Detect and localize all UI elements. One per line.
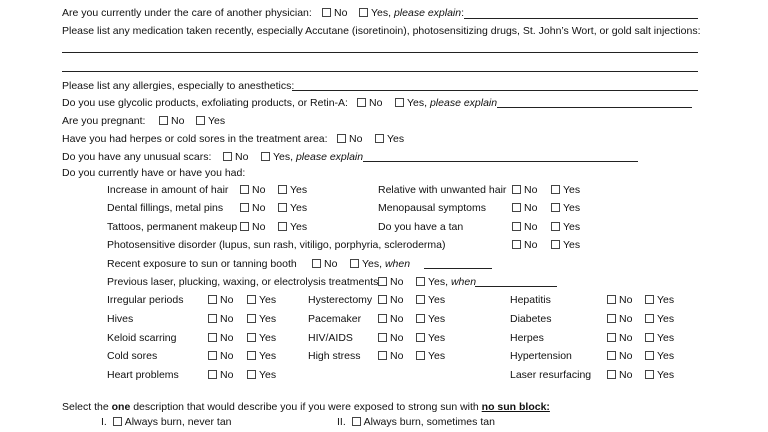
checkbox-icon[interactable] — [350, 259, 359, 268]
checkbox-icon[interactable] — [607, 295, 616, 304]
checkbox-icon[interactable] — [607, 333, 616, 342]
scars-no-option[interactable]: No — [223, 151, 248, 163]
cond-irregular-periods-label: Irregular periods — [107, 294, 184, 306]
checkbox-icon[interactable] — [551, 240, 560, 249]
cond-hiv-no[interactable]: No — [378, 332, 403, 344]
checkbox-icon[interactable] — [278, 185, 287, 194]
checkbox-icon[interactable] — [247, 314, 256, 323]
cond-previous-laser-yes[interactable]: Yes, when — [416, 276, 476, 288]
conditions-question: Do you currently have or have you had: — [62, 167, 246, 179]
cond-pacemaker-label: Pacemaker — [308, 313, 362, 325]
scars-question: Do you have any unusual scars: — [62, 151, 212, 163]
cond-sun-exposure-label: Recent exposure to sun or tanning booth — [107, 258, 297, 270]
cond-hiv-label: HIV/AIDS — [308, 332, 353, 344]
sun-exposure-when-line[interactable] — [424, 268, 492, 269]
cond-pacemaker-no[interactable]: No — [378, 313, 403, 325]
cond-diabetes-yes[interactable]: Yes — [645, 313, 674, 325]
allergies-question: Please list any allergies, especially to anesthetics: — [62, 80, 295, 92]
sun-option-2[interactable]: II. Always burn, sometimes tan — [337, 416, 495, 428]
checkbox-icon[interactable] — [208, 295, 217, 304]
checkbox-icon[interactable] — [551, 185, 560, 194]
cond-herpes-no[interactable]: No — [607, 332, 632, 344]
checkbox-icon[interactable] — [607, 351, 616, 360]
cond-dental-label: Dental fillings, metal pins — [107, 202, 224, 214]
cond-photosensitive-label: Photosensitive disorder (lupus, sun rash, vitiligo, porphyria, scleroderma) — [107, 239, 446, 251]
checkbox-icon[interactable] — [645, 370, 654, 379]
checkbox-icon[interactable] — [512, 222, 521, 231]
checkbox-icon[interactable] — [278, 203, 287, 212]
checkbox-icon[interactable] — [247, 370, 256, 379]
cond-laser-resurfacing-yes[interactable]: Yes — [645, 369, 674, 381]
checkbox-icon[interactable] — [378, 314, 387, 323]
cond-high-stress-label: High stress — [308, 350, 361, 362]
cond-hysterectomy-no[interactable]: No — [378, 294, 403, 306]
cond-cold-sores-label: Cold sores — [107, 350, 158, 362]
checkbox-icon[interactable] — [375, 134, 384, 143]
checkbox-icon[interactable] — [208, 351, 217, 360]
checkbox-icon[interactable] — [208, 370, 217, 379]
cond-hysterectomy-label: Hysterectomy — [308, 294, 373, 306]
checkbox-icon[interactable] — [607, 314, 616, 323]
checkbox-icon[interactable] — [551, 203, 560, 212]
cond-hysterectomy-yes[interactable]: Yes — [416, 294, 445, 306]
cond-pacemaker-yes[interactable]: Yes — [416, 313, 445, 325]
cond-photosensitive-no[interactable]: No — [512, 239, 537, 251]
checkbox-icon[interactable] — [416, 351, 425, 360]
cond-diabetes-label: Diabetes — [510, 313, 552, 325]
cond-previous-laser-label: Previous laser, plucking, waxing, or electrolysis treatments — [107, 276, 379, 288]
cond-increase-hair-label: Increase in amount of hair — [107, 184, 229, 196]
checkbox-icon[interactable] — [113, 417, 122, 426]
glycolic-yes-option[interactable]: Yes, please explain — [395, 97, 497, 109]
checkbox-icon[interactable] — [322, 8, 331, 17]
cond-laser-resurfacing-no[interactable]: No — [607, 369, 632, 381]
physician-row — [62, 7, 312, 19]
glycolic-no-option[interactable]: No — [357, 97, 382, 109]
checkbox-icon[interactable] — [159, 116, 168, 125]
cond-increase-hair-no[interactable]: No — [240, 184, 265, 196]
checkbox-icon[interactable] — [247, 295, 256, 304]
checkbox-icon[interactable] — [416, 314, 425, 323]
scars-yes-option[interactable]: Yes, please explain — [261, 151, 363, 163]
cond-menopausal-label: Menopausal symptoms — [378, 202, 486, 214]
cond-cold-sores-no[interactable]: No — [208, 350, 233, 362]
checkbox-icon[interactable] — [240, 185, 249, 194]
cond-hepatitis-no[interactable]: No — [607, 294, 632, 306]
cond-heart-problems-yes[interactable]: Yes — [247, 369, 276, 381]
cond-tan-no[interactable]: No — [512, 221, 537, 233]
previous-laser-when-line[interactable] — [475, 286, 557, 287]
cond-high-stress-yes[interactable]: Yes — [416, 350, 445, 362]
checkbox-icon[interactable] — [645, 351, 654, 360]
checkbox-icon[interactable] — [645, 295, 654, 304]
cond-menopausal-yes[interactable]: Yes — [551, 202, 580, 214]
cond-relative-hair-label: Relative with unwanted hair — [378, 184, 507, 196]
checkbox-icon[interactable] — [223, 152, 232, 161]
physician-yes-option[interactable]: Yes, please explain: — [359, 7, 464, 19]
herpes-yes-option[interactable]: Yes — [375, 133, 404, 145]
cond-hepatitis-label: Hepatitis — [510, 294, 551, 306]
cond-tattoos-no[interactable]: No — [240, 221, 265, 233]
cond-cold-sores-yes[interactable]: Yes — [247, 350, 276, 362]
cond-keloid-no[interactable]: No — [208, 332, 233, 344]
cond-hypertension-yes[interactable]: Yes — [645, 350, 674, 362]
cond-dental-yes[interactable]: Yes — [278, 202, 307, 214]
cond-diabetes-no[interactable]: No — [607, 313, 632, 325]
cond-relative-hair-no[interactable]: No — [512, 184, 537, 196]
pregnant-yes-option[interactable]: Yes — [196, 115, 225, 127]
checkbox-icon[interactable] — [512, 240, 521, 249]
checkbox-icon[interactable] — [240, 222, 249, 231]
cond-laser-resurfacing-label: Laser resurfacing — [510, 369, 592, 381]
checkbox-icon[interactable] — [261, 152, 270, 161]
sun-type-instruction: Select the one description that would describe you if you were exposed to strong sun with no sun block: — [62, 401, 550, 413]
checkbox-icon[interactable] — [378, 295, 387, 304]
checkbox-icon[interactable] — [645, 333, 654, 342]
checkbox-icon[interactable] — [240, 203, 249, 212]
cond-hypertension-no[interactable]: No — [607, 350, 632, 362]
cond-hiv-yes[interactable]: Yes — [416, 332, 445, 344]
checkbox-icon[interactable] — [357, 98, 366, 107]
glycolic-explain-line[interactable] — [497, 107, 692, 108]
cond-menopausal-no[interactable]: No — [512, 202, 537, 214]
physician-question: Are you currently under the care of another physician: — [62, 7, 312, 19]
checkbox-icon[interactable] — [645, 314, 654, 323]
pregnant-no-option[interactable]: No — [159, 115, 184, 127]
checkbox-icon[interactable] — [416, 295, 425, 304]
checkbox-icon[interactable] — [512, 185, 521, 194]
cond-hypertension-label: Hypertension — [510, 350, 572, 362]
cond-sun-exposure-yes[interactable]: Yes, when — [350, 258, 410, 270]
physician-no-option[interactable]: No — [322, 7, 347, 19]
checkbox-icon[interactable] — [337, 134, 346, 143]
cond-hives-yes[interactable]: Yes — [247, 313, 276, 325]
allergies-line[interactable] — [292, 90, 698, 91]
checkbox-icon[interactable] — [378, 333, 387, 342]
cond-irregular-periods-yes[interactable]: Yes — [247, 294, 276, 306]
checkbox-icon[interactable] — [378, 351, 387, 360]
checkbox-icon[interactable] — [378, 277, 387, 286]
cond-tattoos-label: Tattoos, permanent makeup — [107, 221, 238, 233]
cond-hives-no[interactable]: No — [208, 313, 233, 325]
cond-heart-problems-no[interactable]: No — [208, 369, 233, 381]
checkbox-icon[interactable] — [278, 222, 287, 231]
cond-tan-label: Do you have a tan — [378, 221, 464, 233]
cond-irregular-periods-no[interactable]: No — [208, 294, 233, 306]
cond-photosensitive-yes[interactable]: Yes — [551, 239, 580, 251]
checkbox-icon[interactable] — [352, 417, 361, 426]
checkbox-icon[interactable] — [196, 116, 205, 125]
cond-hepatitis-yes[interactable]: Yes — [645, 294, 674, 306]
medication-line-2[interactable] — [62, 71, 698, 72]
checkbox-icon[interactable] — [312, 259, 321, 268]
cond-relative-hair-yes[interactable]: Yes — [551, 184, 580, 196]
sun-option-1[interactable]: I. Always burn, never tan — [101, 416, 232, 428]
checkbox-icon[interactable] — [416, 277, 425, 286]
cond-heart-problems-label: Heart problems — [107, 369, 179, 381]
cond-keloid-yes[interactable]: Yes — [247, 332, 276, 344]
cond-tan-yes[interactable]: Yes — [551, 221, 580, 233]
herpes-no-option[interactable]: No — [337, 133, 362, 145]
physician-explain-line[interactable] — [464, 18, 698, 19]
pregnant-question: Are you pregnant: — [62, 115, 146, 127]
cond-herpes-label: Herpes — [510, 332, 544, 344]
cond-dental-no[interactable]: No — [240, 202, 265, 214]
cond-keloid-label: Keloid scarring — [107, 332, 177, 344]
cond-high-stress-no[interactable]: No — [378, 350, 403, 362]
checkbox-icon[interactable] — [512, 203, 521, 212]
checkbox-icon[interactable] — [247, 351, 256, 360]
checkbox-icon[interactable] — [416, 333, 425, 342]
cond-tattoos-yes[interactable]: Yes — [278, 221, 307, 233]
checkbox-icon[interactable] — [551, 222, 560, 231]
medication-line-1[interactable] — [62, 52, 698, 53]
checkbox-icon[interactable] — [607, 370, 616, 379]
glycolic-question: Do you use glycolic products, exfoliating products, or Retin-A: — [62, 97, 348, 109]
cond-increase-hair-yes[interactable]: Yes — [278, 184, 307, 196]
checkbox-icon[interactable] — [395, 98, 404, 107]
checkbox-icon[interactable] — [208, 333, 217, 342]
cond-previous-laser-no[interactable]: No — [378, 276, 403, 288]
cond-herpes-yes[interactable]: Yes — [645, 332, 674, 344]
checkbox-icon[interactable] — [208, 314, 217, 323]
medication-question: Please list any medication taken recently, especially Accutane (isoretinoin), photosensitizing drugs, St. John’s Wort, or gold salt injections: — [62, 25, 701, 37]
herpes-question: Have you had herpes or cold sores in the treatment area: — [62, 133, 328, 145]
cond-hives-label: Hives — [107, 313, 134, 325]
checkbox-icon[interactable] — [247, 333, 256, 342]
checkbox-icon[interactable] — [359, 8, 368, 17]
scars-explain-line[interactable] — [363, 161, 638, 162]
cond-sun-exposure-no[interactable]: No — [312, 258, 337, 270]
